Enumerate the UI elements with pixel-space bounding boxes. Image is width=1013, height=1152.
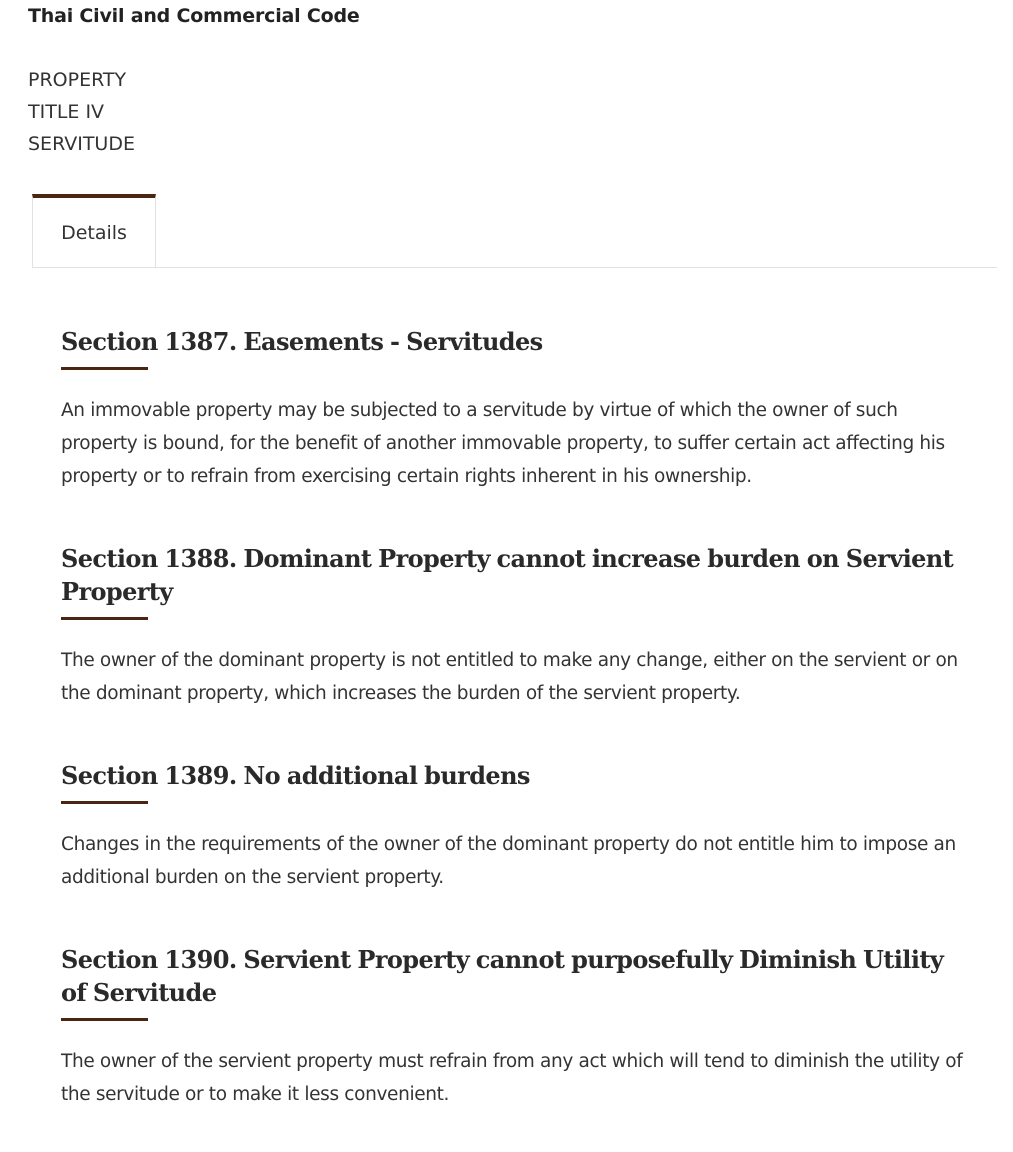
tab-details-label: Details	[61, 222, 127, 244]
section-1387	[61, 312, 971, 493]
breadcrumb-item-title: TITLE IV	[28, 101, 105, 123]
tab-details[interactable]	[32, 194, 156, 267]
heading-underline	[61, 367, 148, 370]
code-title: Thai Civil and Commercial Code	[28, 5, 360, 27]
section-heading: Section 1390. Servient Property cannot purposefully Diminish Utility of Servitude	[61, 945, 944, 1007]
breadcrumb	[28, 64, 135, 160]
section-body: The owner of the dominant property is not entitled to make any change, either on the servient or on the dominant property, which increases the burden of the servient property.	[61, 650, 958, 704]
breadcrumb-item-property: PROPERTY	[28, 69, 127, 91]
section-1390	[61, 930, 971, 1111]
section-body: The owner of the servient property must refrain from any act which will tend to diminish the utility of the servitude or to make it less convenient.	[61, 1051, 963, 1105]
heading-underline	[61, 617, 148, 620]
section-1389	[61, 746, 971, 894]
section-body: An immovable property may be subjected to a servitude by virtue of which the owner of such property is bound, for the benefit of another immovable property, to suffer certain act affecting his property or to refrain from exercising certain rights inherent in his ownership.	[61, 400, 945, 487]
heading-underline	[61, 801, 148, 804]
section-body: Changes in the requirements of the owner of the dominant property do not entitle him to impose an additional burden on the servient property.	[61, 834, 956, 888]
heading-underline	[61, 1018, 148, 1021]
details-content	[61, 312, 971, 1111]
breadcrumb-item-servitude: SERVITUDE	[28, 133, 135, 155]
tabs-bar	[32, 194, 997, 268]
section-heading: Section 1387. Easements - Servitudes	[61, 327, 543, 356]
section-heading: Section 1388. Dominant Property cannot increase burden on Servient Property	[61, 544, 954, 606]
section-heading: Section 1389. No additional burdens	[61, 761, 530, 790]
section-1388	[61, 529, 971, 710]
